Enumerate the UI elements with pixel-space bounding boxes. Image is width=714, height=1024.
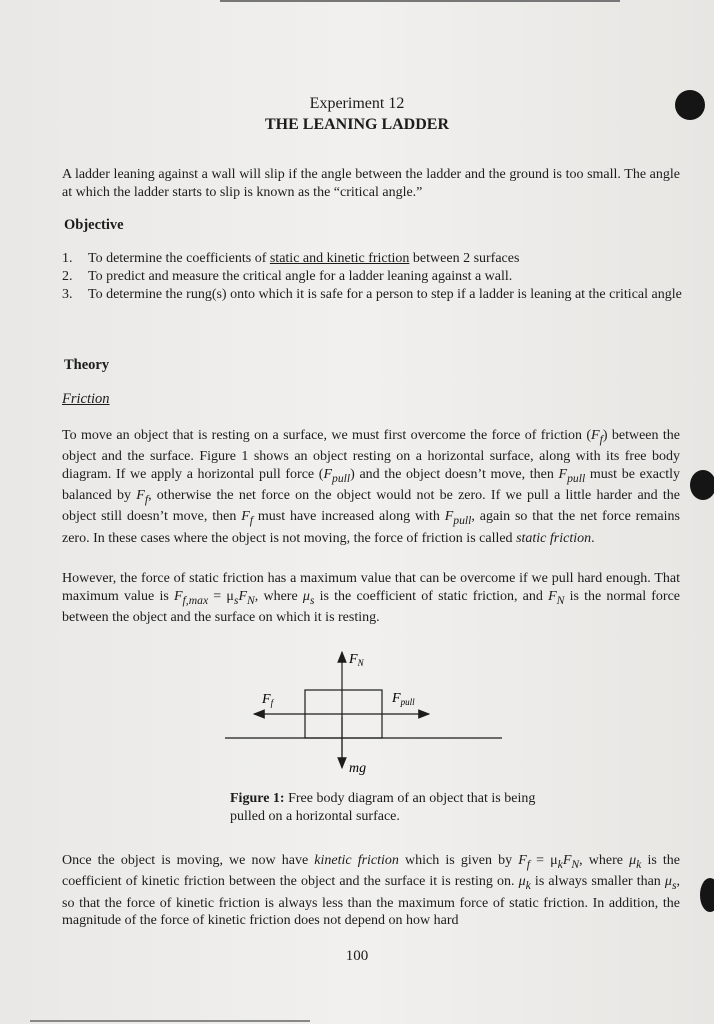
list-item [62,250,682,268]
list-item [62,286,682,304]
free-body-diagram-svg [222,645,507,780]
list-item [62,268,682,286]
theory-heading: Theory [64,357,110,373]
bottom-edge-line [30,1020,310,1022]
pull-force-label: $F_{pull}$ [392,691,415,707]
experiment-number: Experiment 12 [309,95,405,112]
figure-caption: Figure 1: Free body diagram of an object that is being pulled on a horizontal surface. [230,791,536,824]
weight-label: mg [349,761,367,776]
objective-text: between 2 surfaces [409,251,520,266]
friction-paragraph-1: To move an object that is resting on a surface, we must first overcome the force of friction $(F_f)$ between the object and the surface. Figure 1 shows an object resting on a horizontal surface, along with its free body diagram. If we apply a horizontal pull force $(F_{pull})$ and the object doesn’t move, then $F_{pull}$ must be exactly balanced by $F_f$, otherwise the net force on the object would not be zero. If we pull a little harder and the object still doesn’t move, then $F_f$ must have increased along with $F_{pull}$, again so that the net force remains zero. In these cases where the object is not moving, the force of friction is called static friction. [62,428,681,546]
friction-force-label: $F_f$ [262,692,274,708]
list-number: 3. [62,287,73,302]
objective-heading: Objective [64,217,124,233]
normal-force-label: $F_N$ [349,652,364,668]
friction-subheading: Friction [62,391,110,407]
objective-text: To predict and measure the critical angle for a ladder leaning against a wall. [88,269,513,284]
punch-hole-middle [690,470,714,500]
punch-hole-bottom [700,878,714,912]
page-title: THE LEANING LADDER [264,116,450,133]
list-number: 1. [62,251,73,266]
page-number: 100 [345,948,369,964]
objective-text: To determine the rung(s) onto which it is safe for a person to step if a ladder is leaning at the critical angle [88,287,682,302]
free-body-diagram [222,645,507,780]
top-edge-line [220,0,620,2]
objective-text-underlined: static and kinetic friction [269,251,410,266]
list-number: 2. [62,269,73,284]
intro-paragraph: A ladder leaning against a wall will slip if the angle between the ladder and the ground is too small. The angle at which the ladder starts to slip is known as the “critical angle.” [62,167,680,200]
objectives-list [62,250,682,304]
friction-paragraph-3: Once the object is moving, we now have kinetic friction which is given by $F_f = \mu_kF_N$, where $\mu_k$ is the coefficient of kinetic friction between the object and the surface it is resting on. $\mu_k$ is always smaller than $\mu_s$, so that the force of kinetic friction is always less than the maximum force of static friction. In addition, the magnitude of the force of kinetic friction does not depend on how hard [62,853,681,929]
objective-text: To determine the coefficients of [88,251,270,266]
friction-paragraph-2: However, the force of static friction has a maximum value that can be overcome if we pull hard enough. That maximum value is $F_{f,max} = \mu_sF_N$, where $\mu_s$ is the coefficient of static friction, and $F_N$ is the normal force between the object and the surface on which it is resting. [62,571,681,625]
